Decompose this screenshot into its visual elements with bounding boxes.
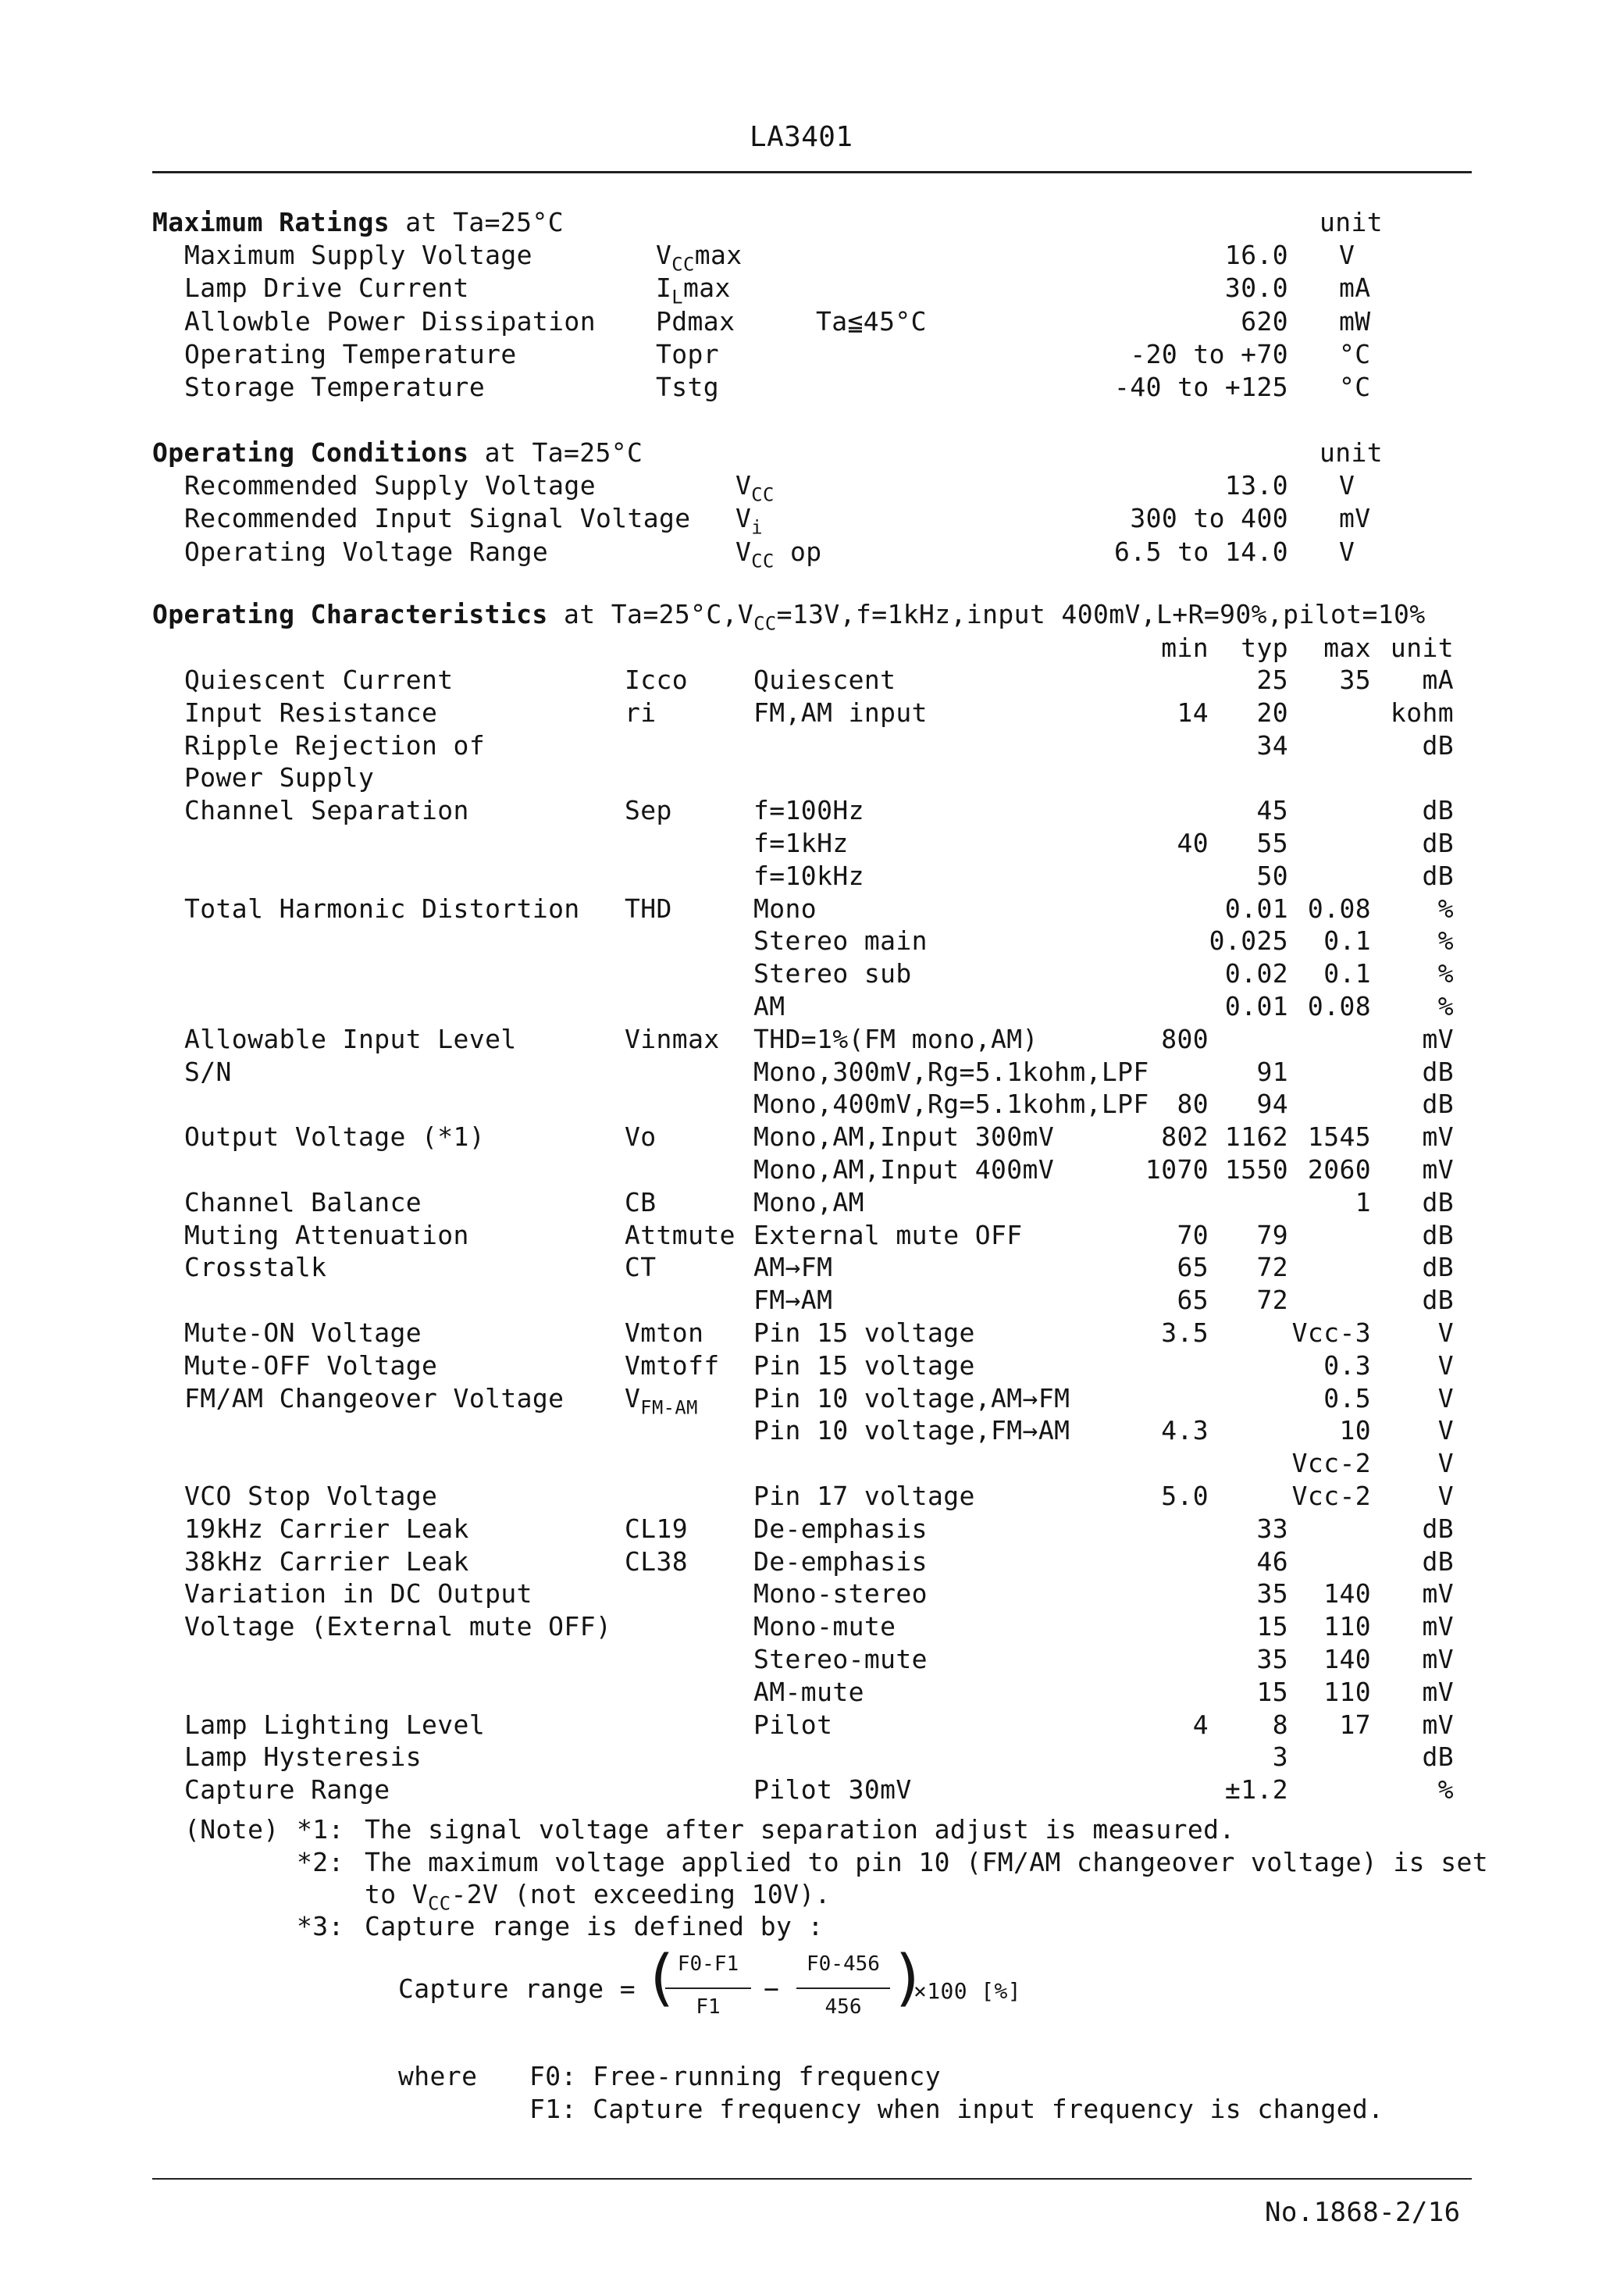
param-name: Lamp Drive Current [184, 273, 469, 303]
unit: V [1437, 1350, 1454, 1381]
unit: dB [1422, 861, 1454, 891]
param-name: S/N [184, 1057, 232, 1087]
param-name: 38kHz Carrier Leak [184, 1546, 469, 1577]
test-condition: FM,AM input [753, 697, 928, 728]
symbol: Vinmax [625, 1024, 720, 1054]
unit: V [1437, 1317, 1454, 1348]
symbol: Topr [656, 339, 720, 369]
value-min: 80 [1177, 1089, 1209, 1119]
param-name: 19kHz Carrier Leak [184, 1513, 469, 1544]
note-3-mark: *3: [297, 1911, 344, 1941]
test-condition: De-emphasis [753, 1513, 928, 1544]
formula-denominator-2: 456 [824, 1995, 862, 2019]
test-condition: De-emphasis [753, 1546, 928, 1577]
header-rule [152, 171, 1472, 173]
symbol: Vmton [625, 1317, 704, 1348]
unit: dB [1422, 1089, 1454, 1119]
unit: V [1339, 537, 1355, 567]
test-condition: AM [753, 991, 785, 1021]
param-name: Operating Voltage Range [184, 537, 549, 567]
value-max: 110 [1323, 1611, 1371, 1642]
symbol: ri [625, 697, 657, 728]
formula-left-paren: ( [643, 1943, 679, 2013]
param-name: Recommended Input Signal Voltage [184, 503, 691, 533]
col-header-max: max [1323, 633, 1371, 663]
value-min: 70 [1177, 1220, 1209, 1250]
unit: dB [1422, 1285, 1454, 1315]
unit: mV [1422, 1709, 1454, 1740]
formula-lhs: Capture range = [398, 1973, 636, 2004]
unit: dB [1422, 1513, 1454, 1544]
param-name: Crosstalk [184, 1252, 327, 1282]
unit: dB [1422, 1741, 1454, 1772]
value-max: Vcc-2 [1291, 1448, 1371, 1478]
section-title: Operating Conditions at Ta=25°C [152, 437, 643, 468]
value-max: 1 [1355, 1187, 1371, 1217]
symbol: CT [625, 1252, 657, 1282]
value: 300 to 400 [1130, 503, 1288, 533]
unit: dB [1422, 828, 1454, 858]
test-condition: Mono,AM,Input 400mV [753, 1154, 1055, 1185]
param-name: Allowble Power Dissipation [184, 306, 596, 337]
value-max: 0.08 [1307, 991, 1371, 1021]
value-typ: 55 [1256, 828, 1288, 858]
footer-rule [152, 2178, 1472, 2180]
param-name: Lamp Lighting Level [184, 1709, 486, 1740]
param-name: Mute-OFF Voltage [184, 1350, 438, 1381]
value-min: 4 [1192, 1709, 1209, 1740]
test-condition: AM→FM [753, 1252, 833, 1282]
value-min: 5.0 [1161, 1481, 1209, 1511]
value-min: 4.3 [1161, 1415, 1209, 1446]
symbol: Vo [625, 1121, 657, 1152]
unit: kohm [1390, 697, 1454, 728]
value-max: Vcc-2 [1291, 1481, 1371, 1511]
f0-definition: F0: Free-running frequency [529, 2061, 941, 2091]
test-condition: Pin 15 voltage [753, 1317, 975, 1348]
value-min: 800 [1161, 1024, 1209, 1054]
value-typ: 72 [1256, 1252, 1288, 1282]
value-max: 0.08 [1307, 893, 1371, 924]
symbol: $V_{FM-AM}$ [625, 1383, 698, 1419]
value-min: 14 [1177, 697, 1209, 728]
value-typ: 1162 [1224, 1121, 1288, 1152]
test-condition: AM-mute [753, 1677, 864, 1707]
value-typ: 46 [1256, 1546, 1288, 1577]
value-typ: 35 [1256, 1644, 1288, 1674]
symbol: Pdmax [656, 306, 735, 337]
value-max: Vcc-3 [1291, 1317, 1371, 1348]
col-header-typ: typ [1241, 633, 1288, 663]
unit: V [1339, 470, 1355, 501]
unit: % [1437, 958, 1454, 989]
value-typ: 1550 [1224, 1154, 1288, 1185]
fraction-bar-1 [665, 1987, 751, 1989]
symbol: CL19 [625, 1513, 689, 1544]
note-1-text: The signal voltage after separation adjust is measured. [365, 1814, 1235, 1845]
param-name: Mute-ON Voltage [184, 1317, 422, 1348]
param-name: Total Harmonic Distortion [184, 893, 580, 924]
symbol: Icco [625, 665, 689, 695]
symbol: $V_{CC}$ [735, 470, 775, 506]
unit: V [1339, 240, 1355, 270]
unit: mA [1339, 273, 1371, 303]
unit: mV [1339, 503, 1371, 533]
unit: dB [1422, 795, 1454, 825]
value-typ: 20 [1256, 697, 1288, 728]
value-typ: 0.025 [1209, 925, 1288, 956]
test-condition: Quiescent [753, 665, 896, 695]
value-max: 0.1 [1323, 958, 1371, 989]
symbol: Sep [625, 795, 672, 825]
unit: mV [1422, 1611, 1454, 1642]
value-max: 0.1 [1323, 925, 1371, 956]
value-max: 17 [1339, 1709, 1371, 1740]
param-name: Quiescent Current [184, 665, 454, 695]
note-2-mark: *2: [297, 1847, 344, 1877]
symbol: THD [625, 893, 672, 924]
test-condition: Mono [753, 893, 817, 924]
unit: % [1437, 991, 1454, 1021]
value-max: 1545 [1307, 1121, 1371, 1152]
value-typ: 0.01 [1224, 991, 1288, 1021]
param-name: Maximum Supply Voltage [184, 240, 532, 270]
value-typ: 33 [1256, 1513, 1288, 1544]
param-name: Operating Temperature [184, 339, 517, 369]
param-name: Ripple Rejection of [184, 730, 486, 761]
test-condition: Mono-mute [753, 1611, 896, 1642]
param-name: Channel Separation [184, 795, 469, 825]
symbol: $V_{CC}$ op [735, 537, 822, 572]
note-1-mark: *1: [297, 1814, 344, 1845]
value-min: 802 [1161, 1121, 1209, 1152]
fraction-bar-2 [796, 1987, 890, 1989]
unit: % [1437, 925, 1454, 956]
unit-header: unit [1320, 437, 1384, 468]
value-min: 1070 [1145, 1154, 1209, 1185]
value-min: 40 [1177, 828, 1209, 858]
param-name: Lamp Hysteresis [184, 1741, 422, 1772]
param-name: Channel Balance [184, 1187, 422, 1217]
value-typ: 8 [1272, 1709, 1288, 1740]
formula-minus: − [764, 1973, 780, 2004]
value-max: 0.3 [1323, 1350, 1371, 1381]
unit: dB [1422, 1220, 1454, 1250]
unit: mV [1422, 1578, 1454, 1609]
value-typ: 0.01 [1224, 893, 1288, 924]
section-title: Maximum Ratings at Ta=25°C [152, 207, 564, 237]
value-min: 3.5 [1161, 1317, 1209, 1348]
unit: dB [1422, 1546, 1454, 1577]
unit: mV [1422, 1644, 1454, 1674]
unit-header: unit [1320, 207, 1384, 237]
formula-numerator-1: F0-F1 [677, 1952, 739, 1976]
symbol: Tstg [656, 372, 720, 402]
value-typ: 15 [1256, 1611, 1288, 1642]
test-condition: Pilot [753, 1709, 833, 1740]
value-typ: 45 [1256, 795, 1288, 825]
value-typ: 79 [1256, 1220, 1288, 1250]
value-typ: 25 [1256, 665, 1288, 695]
unit: mV [1422, 1024, 1454, 1054]
test-condition: Stereo-mute [753, 1644, 928, 1674]
test-condition: f=100Hz [753, 795, 864, 825]
value-typ: 34 [1256, 730, 1288, 761]
unit: mV [1422, 1677, 1454, 1707]
test-condition: Mono,AM,Input 300mV [753, 1121, 1055, 1152]
document-title: LA3401 [750, 121, 853, 153]
note-label: (Note) [184, 1814, 280, 1845]
value-typ: 72 [1256, 1285, 1288, 1315]
value-typ: 50 [1256, 861, 1288, 891]
value-typ: 94 [1256, 1089, 1288, 1119]
value-max: 140 [1323, 1578, 1371, 1609]
test-condition: FM→AM [753, 1285, 833, 1315]
formula-right-paren: ) [890, 1943, 927, 2013]
test-condition: f=10kHz [753, 861, 864, 891]
value-max: 140 [1323, 1644, 1371, 1674]
value: 16.0 [1224, 240, 1288, 270]
formula-tail: ×100 [%] [914, 1978, 1022, 2004]
value-typ: 15 [1256, 1677, 1288, 1707]
symbol: CB [625, 1187, 657, 1217]
col-header-unit: unit [1390, 633, 1454, 663]
param-name: Voltage (External mute OFF) [184, 1611, 612, 1642]
test-condition: THD=1%(FM mono,AM) [753, 1024, 1038, 1054]
test-condition: Pin 10 voltage,FM→AM [753, 1415, 1070, 1446]
value-typ: 3 [1272, 1741, 1288, 1772]
test-condition: f=1kHz [753, 828, 849, 858]
note-2-continuation: to $V_{CC}-2V$ (not exceeding 10V). [365, 1879, 831, 1915]
note-3-text: Capture range is defined by : [365, 1911, 824, 1941]
unit: dB [1422, 1252, 1454, 1282]
test-condition: Mono,300mV,Rg=5.1kohm,LPF [753, 1057, 1149, 1087]
test-condition: Pin 15 voltage [753, 1350, 975, 1381]
formula-denominator-1: F1 [696, 1995, 721, 2019]
unit: % [1437, 1774, 1454, 1805]
test-condition: Mono,AM [753, 1187, 864, 1217]
test-condition: External mute OFF [753, 1220, 1023, 1250]
value: -20 to +70 [1130, 339, 1288, 369]
param-name: Power Supply [184, 762, 375, 793]
symbol: $V_i$ [735, 503, 763, 539]
symbol: $I_L\max$ [656, 273, 731, 308]
unit: mA [1422, 665, 1454, 695]
unit: mW [1339, 306, 1371, 337]
param-name: Recommended Supply Voltage [184, 470, 596, 501]
value-min: 65 [1177, 1252, 1209, 1282]
note-2-text: The maximum voltage applied to pin 10 (FM/AM changeover voltage) is set [365, 1847, 1489, 1877]
unit: °C [1339, 372, 1371, 402]
value-typ: 35 [1256, 1578, 1288, 1609]
unit: V [1437, 1481, 1454, 1511]
value-typ: 91 [1256, 1057, 1288, 1087]
test-condition: Pin 17 voltage [753, 1481, 975, 1511]
unit: mV [1422, 1121, 1454, 1152]
unit: dB [1422, 730, 1454, 761]
page-number: No.1868-2/16 [1265, 2197, 1461, 2228]
test-condition: Mono-stereo [753, 1578, 928, 1609]
symbol: Vmtoff [625, 1350, 720, 1381]
where-label: where [398, 2061, 478, 2091]
param-name: Capture Range [184, 1774, 390, 1805]
param-name: Variation in DC Output [184, 1578, 532, 1609]
param-name: Allowable Input Level [184, 1024, 517, 1054]
test-condition: Mono,400mV,Rg=5.1kohm,LPF [753, 1089, 1149, 1119]
value: 30.0 [1224, 273, 1288, 303]
value-max: 10 [1339, 1415, 1371, 1446]
value-typ: 0.02 [1224, 958, 1288, 989]
test-condition: Stereo sub [753, 958, 912, 989]
param-name: Input Resistance [184, 697, 438, 728]
unit: V [1437, 1383, 1454, 1414]
value-max: 110 [1323, 1677, 1371, 1707]
unit: dB [1422, 1187, 1454, 1217]
condition: Ta≦45°C [816, 306, 927, 337]
value: 13.0 [1224, 470, 1288, 501]
param-name: FM/AM Changeover Voltage [184, 1383, 564, 1414]
symbol: $V_{CC}\max$ [656, 240, 743, 276]
value: 6.5 to 14.0 [1114, 537, 1288, 567]
value: 620 [1241, 306, 1288, 337]
test-condition: Pilot 30mV [753, 1774, 912, 1805]
value-min: 65 [1177, 1285, 1209, 1315]
col-header-min: min [1161, 633, 1209, 663]
unit: °C [1339, 339, 1371, 369]
unit: dB [1422, 1057, 1454, 1087]
param-name: VCO Stop Voltage [184, 1481, 438, 1511]
value: -40 to +125 [1114, 372, 1288, 402]
param-name: Storage Temperature [184, 372, 486, 402]
symbol: CL38 [625, 1546, 689, 1577]
f1-definition: F1: Capture frequency when input frequency is changed. [529, 2094, 1384, 2124]
symbol: Attmute [625, 1220, 735, 1250]
value-max: 35 [1339, 665, 1371, 695]
section-title: Operating Characteristics at $Ta=25^\circ C,V_{CC}=13V,f=1kHz,input$ 400mV,L+R=90%,pilot=10% [152, 599, 1426, 635]
unit: % [1437, 893, 1454, 924]
unit: V [1437, 1448, 1454, 1478]
value-typ: ±1.2 [1224, 1774, 1288, 1805]
param-name: Output Voltage (*1) [184, 1121, 486, 1152]
test-condition: Pin 10 voltage,AM→FM [753, 1383, 1070, 1414]
value-max: 0.5 [1323, 1383, 1371, 1414]
formula-numerator-2: F0-456 [807, 1952, 880, 1976]
param-name: Muting Attenuation [184, 1220, 469, 1250]
test-condition: Stereo main [753, 925, 928, 956]
value-max: 2060 [1307, 1154, 1371, 1185]
unit: V [1437, 1415, 1454, 1446]
unit: mV [1422, 1154, 1454, 1185]
